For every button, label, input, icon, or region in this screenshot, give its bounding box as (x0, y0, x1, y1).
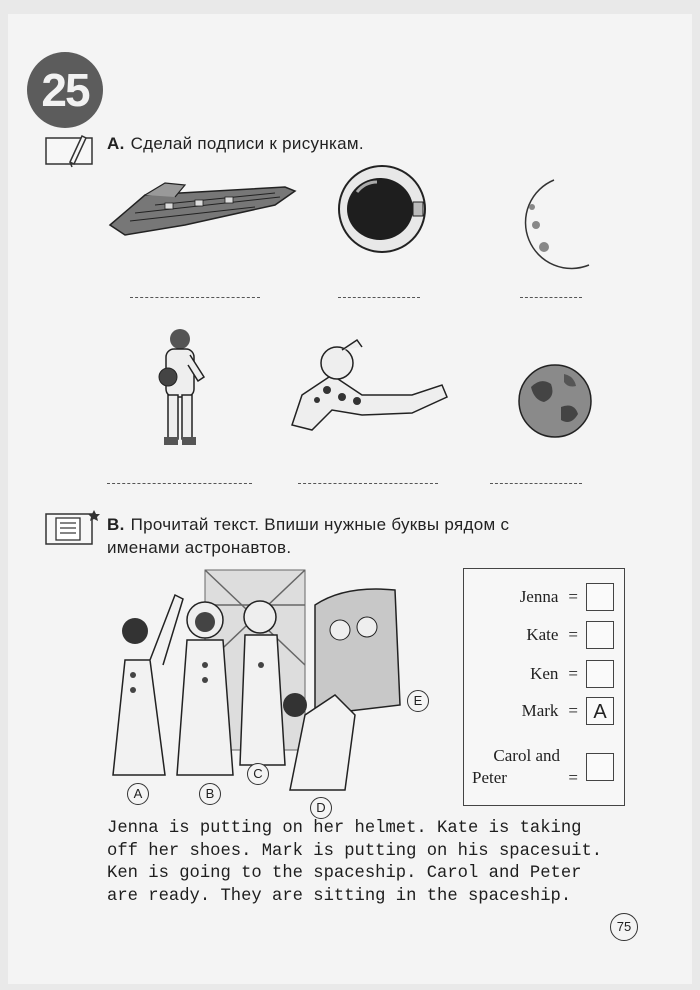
task-a-text: Сделай подписи к рисункам. (130, 134, 364, 153)
answer-row-jenna: Jenna = (520, 583, 614, 611)
answer-box[interactable] (586, 753, 614, 781)
scene-label-b: B (199, 783, 221, 805)
answer-line[interactable] (490, 483, 582, 484)
answer-row-ken: Ken = (530, 660, 614, 688)
answer-box[interactable]: A (586, 697, 614, 725)
story-line: off her shoes. Mark is putting on his spacesuit. (107, 841, 603, 861)
story-line: Jenna is putting on her helmet. Kate is taking (107, 819, 582, 838)
task-b-line1: Прочитай текст. Впиши нужные буквы рядом с (130, 515, 510, 534)
story-line: Ken is going to the spaceship. Carol and Peter (107, 864, 582, 883)
scene-label-e: E (407, 690, 429, 712)
astronaut-name: Mark (521, 701, 559, 720)
task-b-heading (107, 513, 509, 559)
floating-astronaut-picture (272, 335, 452, 435)
checklist-icon (44, 508, 100, 548)
helmet-picture (335, 162, 430, 257)
answer-row-mark: Mark = A (522, 697, 614, 725)
answer-line[interactable] (338, 297, 420, 298)
answer-box[interactable] (586, 583, 614, 611)
astronaut-name: Kate (526, 625, 559, 644)
spaceship-picture (105, 175, 300, 245)
answer-box[interactable] (586, 621, 614, 649)
pencil-notebook-icon (44, 134, 96, 168)
answer-line[interactable] (130, 297, 260, 298)
answer-row-kate: Kate = (526, 621, 614, 649)
answer-table (463, 568, 625, 806)
answer-line[interactable] (107, 483, 252, 484)
task-b-line2: именами астронавтов. (107, 538, 292, 557)
scene-label-c: C (247, 763, 269, 785)
task-a-heading (107, 134, 364, 154)
story-line: are ready. They are sitting in the spaceship. (107, 886, 572, 906)
astronaut-name: Carol and Peter = (472, 746, 578, 787)
astronaut-name: Jenna (519, 587, 559, 606)
story-text (107, 818, 627, 908)
moon-picture (514, 175, 594, 270)
page-number: 75 (610, 913, 638, 941)
planet-picture (516, 362, 594, 440)
task-a-letter: A. (107, 134, 125, 153)
answer-box[interactable] (586, 660, 614, 688)
scene-label-d: D (310, 797, 332, 819)
task-b-letter: B. (107, 515, 125, 534)
astronaut-name: Ken (530, 664, 559, 683)
answer-row-carol-peter (472, 745, 614, 789)
astronaut-picture (150, 325, 210, 447)
lesson-number-badge: 25 (27, 52, 103, 128)
answer-line[interactable] (298, 483, 438, 484)
answer-line[interactable] (520, 297, 582, 298)
scene-label-a: A (127, 783, 149, 805)
